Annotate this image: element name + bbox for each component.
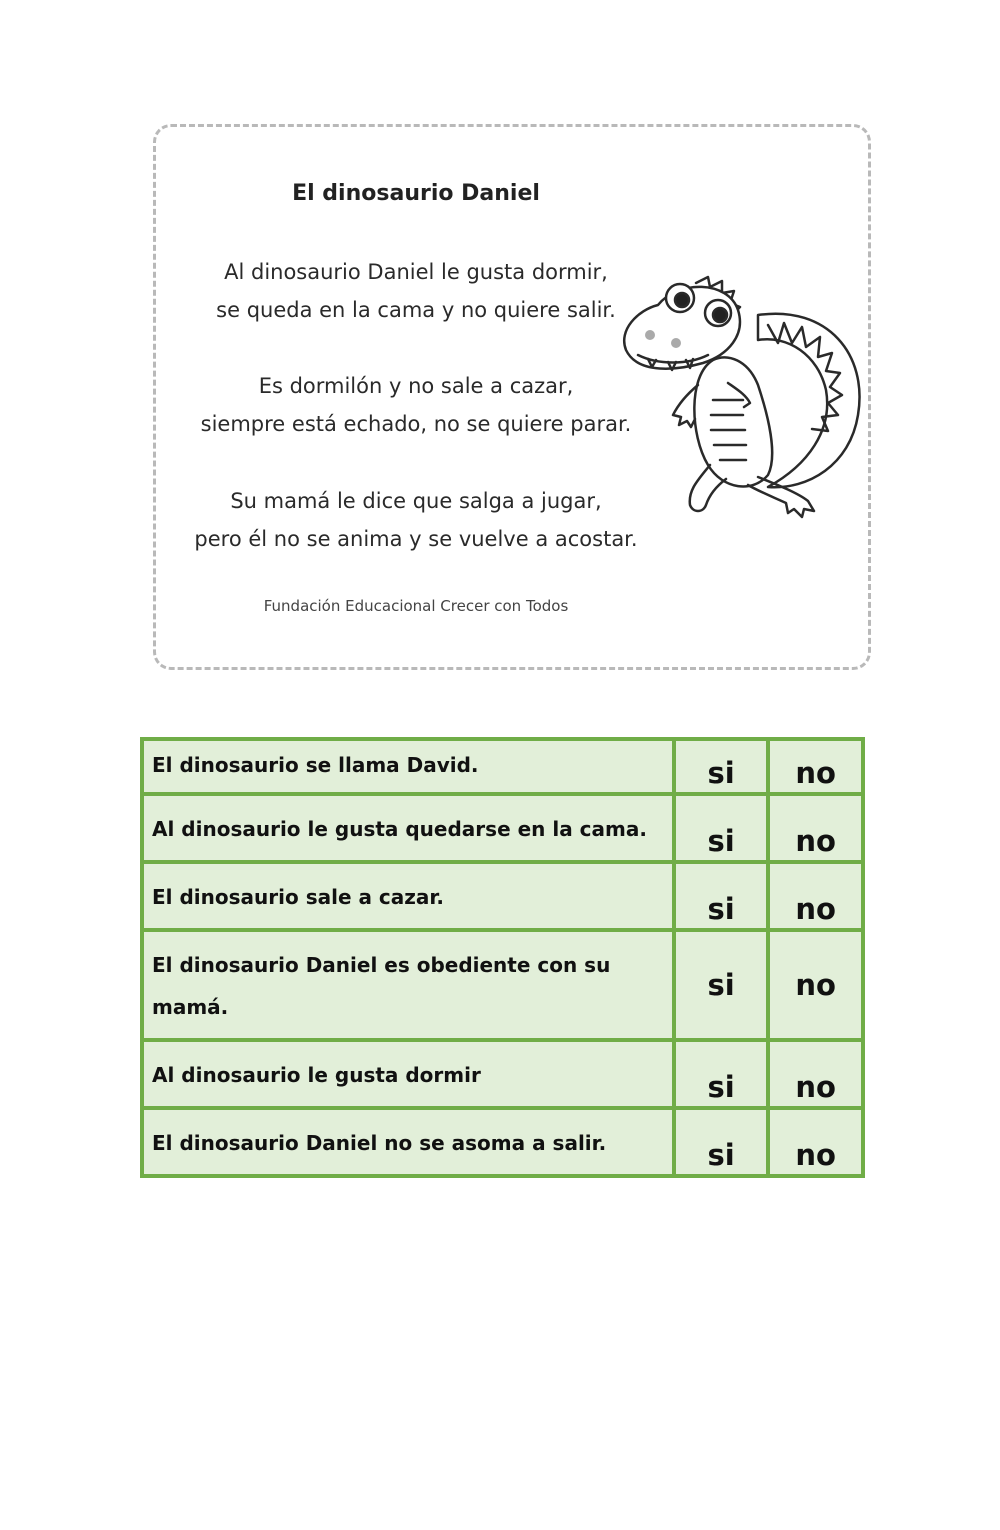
poem-stanza-2 — [156, 367, 676, 443]
no-option[interactable]: no — [768, 739, 863, 794]
quiz-table — [140, 737, 865, 1178]
si-option[interactable]: si — [674, 794, 769, 862]
no-option[interactable]: no — [768, 862, 863, 930]
statement-cell: Al dinosaurio le gusta dormir — [142, 1040, 674, 1108]
si-option[interactable]: si — [674, 1040, 769, 1108]
poem-stanza-3 — [156, 482, 676, 558]
table-row — [142, 930, 863, 1040]
si-option[interactable]: si — [674, 930, 769, 1040]
poem-line: Es dormilón y no sale a cazar, — [258, 374, 574, 398]
si-option[interactable]: si — [674, 1108, 769, 1176]
poem-credit: Fundación Educacional Crecer con Todos — [263, 597, 569, 615]
poem-stanza-1 — [156, 253, 676, 329]
statement-cell: El dinosaurio se llama David. — [142, 739, 674, 794]
poem-line: Su mamá le dice que salga a jugar, — [230, 489, 602, 513]
poem-title: El dinosaurio Daniel — [292, 181, 540, 206]
statement-cell: El dinosaurio Daniel es obediente con su mamá. — [142, 930, 674, 1040]
poem-line: se queda en la cama y no quiere salir. — [216, 298, 616, 322]
poem-line: pero él no se anima y se vuelve a acostar. — [194, 527, 638, 551]
poem-card — [153, 124, 871, 670]
poem-line: siempre está echado, no se quiere parar. — [200, 412, 632, 436]
statement-cell: El dinosaurio sale a cazar. — [142, 862, 674, 930]
no-option[interactable]: no — [768, 794, 863, 862]
poem-line: Al dinosaurio Daniel le gusta dormir, — [224, 260, 608, 284]
table-row — [142, 794, 863, 862]
no-option[interactable]: no — [768, 930, 863, 1040]
statement-cell: El dinosaurio Daniel no se asoma a salir. — [142, 1108, 674, 1176]
dinosaur-illustration — [618, 265, 868, 527]
table-row — [142, 1040, 863, 1108]
si-option[interactable]: si — [674, 739, 769, 794]
table-row — [142, 862, 863, 930]
si-option[interactable]: si — [674, 862, 769, 930]
table-row — [142, 1108, 863, 1176]
table-row — [142, 739, 863, 794]
statement-cell: Al dinosaurio le gusta quedarse en la cama. — [142, 794, 674, 862]
no-option[interactable]: no — [768, 1108, 863, 1176]
no-option[interactable]: no — [768, 1040, 863, 1108]
